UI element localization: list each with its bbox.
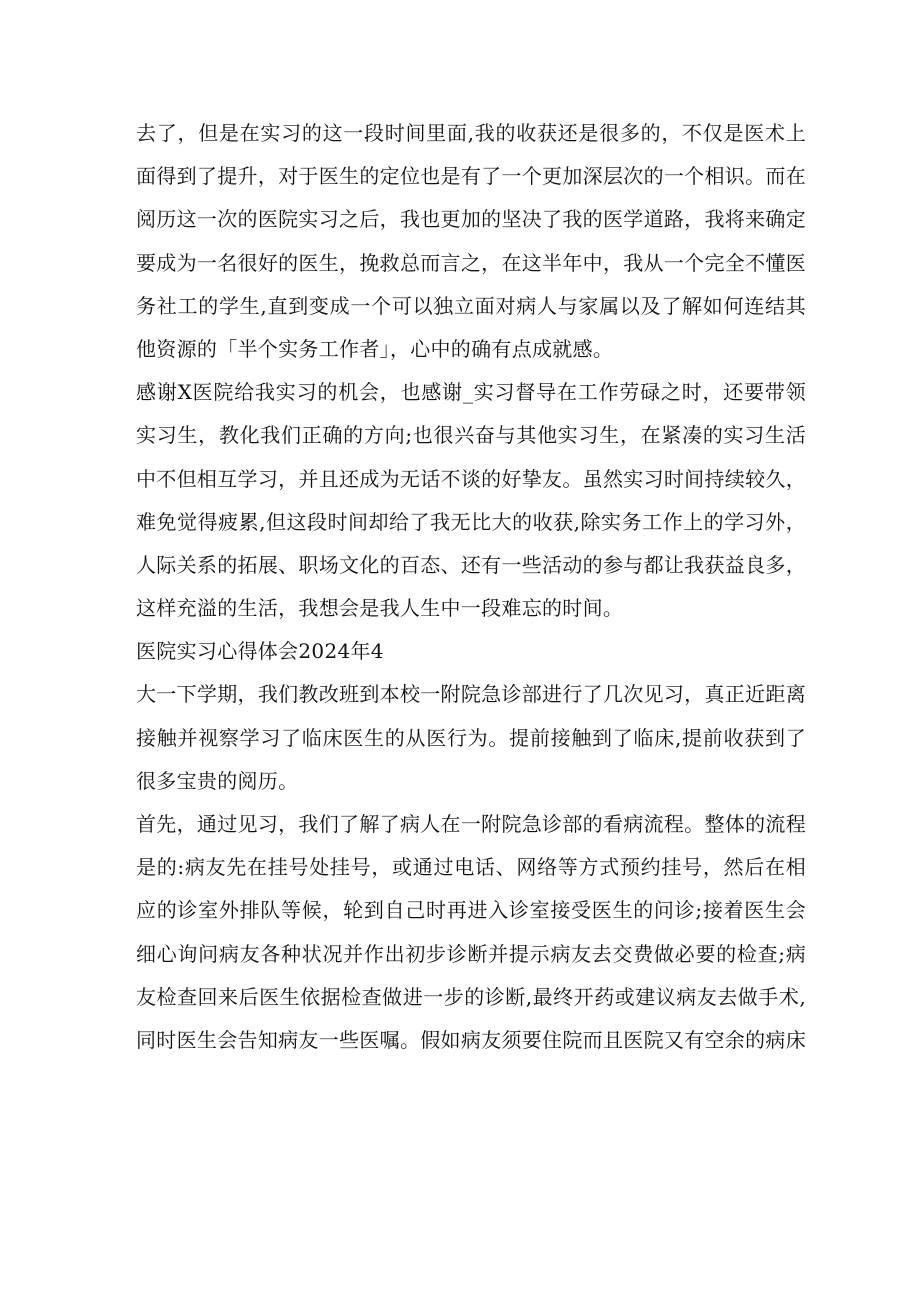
text-line: 是的:病友先在挂号处挂号，或通过电话、网络等方式预约挂号，然后在相 [136, 855, 806, 880]
paragraph-end-line: 他资源的「半个实务工作者」，心中的确有点成就感。 [136, 336, 614, 361]
text-line: 人际关系的拓展、职场文化的百态、还有一些活动的参与都让我获益良多， [136, 552, 806, 577]
text-line: 同时医生会告知病友一些医嘱。假如病友须要住院而且医院又有空余的病床 [136, 1027, 806, 1052]
text-line: 首先，通过见习，我们了解了病人在一附院急诊部的看病流程。整体的流程 [136, 812, 806, 836]
section-heading: 医院实习心得体会2024年4 [136, 639, 384, 664]
text-line: 阅历这一次的医院实习之后，我也更加的坚决了我的医学道路，我将来确定 [136, 207, 806, 232]
text-line: 细心询问病友各种状况并作出初步诊断并提示病友去交费做必要的检查;病 [136, 941, 806, 966]
text-line: 友检查回来后医生依据检查做进一步的诊断,最终开药或建议病友去做手术, [136, 984, 806, 1009]
text-line: 去了，但是在实习的这一段时间里面,我的收获还是很多的，不仅是医术上 [136, 121, 806, 145]
text-line: 大一下学期，我们教改班到本校一附院急诊部进行了几次见习，真正近距离 [136, 682, 806, 707]
text-line: 面得到了提升，对于医生的定位也是有了一个更加深层次的一个相识。而在 [136, 164, 806, 189]
text-line: 难免觉得疲累,但这段时间却给了我无比大的收获,除实务工作上的学习外， [136, 509, 806, 534]
text-line: 感谢X医院给我实习的机会，也感谢_实习督导在工作劳碌之时，还要带领 [136, 380, 806, 405]
text-line: 务社工的学生,直到变成一个可以独立面对病人与家属以及了解如何连结其 [136, 293, 806, 318]
text-line: 接触并视察学习了临床医生的从医行为。提前接触到了临床,提前收获到了 [136, 725, 806, 750]
text-line: 实习生，教化我们正确的方向;也很兴奋与其他实习生，在紧凑的实习生活 [136, 423, 806, 448]
text-line: 应的诊室外排队等候，轮到自己时再进入诊室接受医生的问诊;接着医生会 [136, 898, 806, 923]
paragraph-end-line: 很多宝贵的阅历。 [136, 768, 299, 793]
text-line: 中不但相互学习，并且还成为无话不谈的好挚友。虽然实习时间持续较久， [136, 466, 806, 491]
document-page [136, 112, 806, 1062]
paragraph-end-line: 这样充溢的生活，我想会是我人生中一段难忘的时间。 [136, 596, 624, 621]
text-line: 要成为一名很好的医生，挽救总而言之，在这半年中，我从一个完全不懂医 [136, 250, 806, 275]
